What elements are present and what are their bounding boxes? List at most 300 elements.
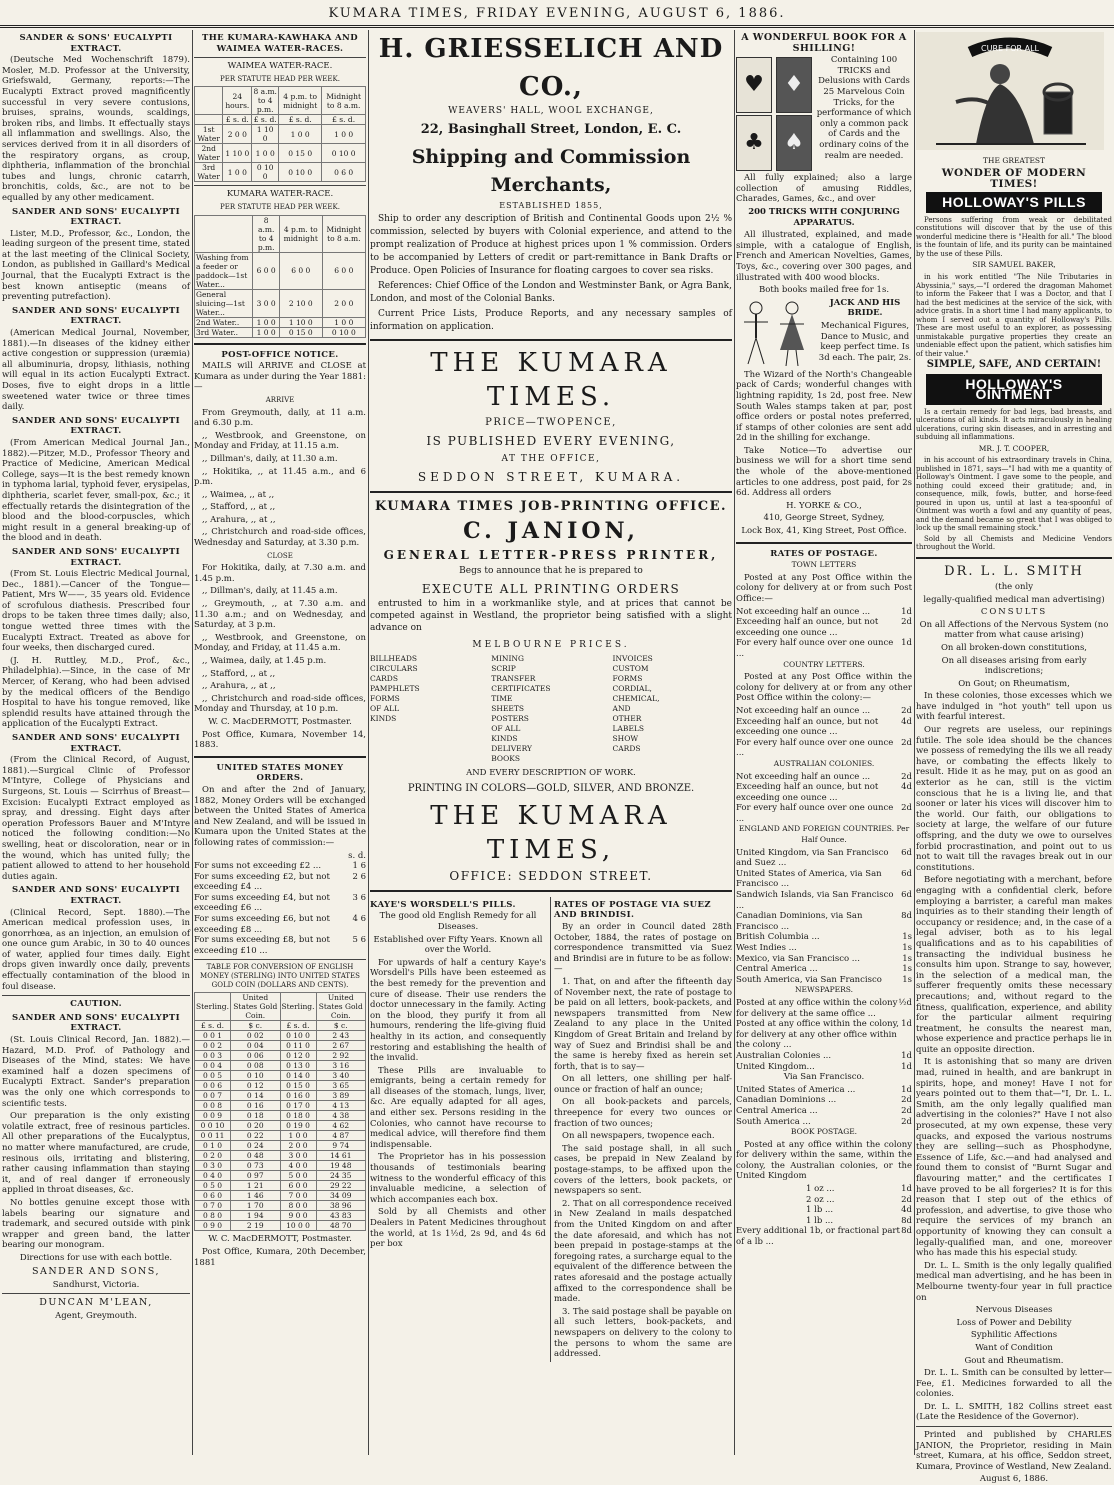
table-row: [195, 327, 366, 337]
table-cell: 1 0 0: [253, 327, 279, 337]
notice-text: On all book-packets and parcels, threepence for every two ounces or fraction of two ounces;: [554, 1097, 732, 1129]
subheading: COUNTRY LETTERS.: [783, 659, 865, 669]
table-cell: 4 13: [316, 1101, 366, 1111]
table-cell: 0 97: [231, 1171, 281, 1181]
rate-value: 1s: [902, 953, 912, 964]
rate-label: For sums exceeding £2, but not exceeding £4 ...: [194, 871, 330, 893]
subheading: TOWN LETTERS: [791, 560, 857, 570]
column-header: 4 p.m. to midnight: [279, 215, 322, 252]
rate-label: Exceeding half an ounce, but not exceeding one ounce ...: [736, 782, 879, 803]
table-row: [195, 1031, 366, 1041]
ad-heading: SANDER AND SONS' EUCALYPTI EXTRACT.: [12, 546, 180, 568]
rate-label: Canadian Dominions ...: [736, 1095, 837, 1106]
column-notices: [194, 30, 366, 1455]
ad-text: Our preparation is the only existing volatile extract, free of resinous particles. All other preparations of the Eucalyptus, no matter where manufactured, are crude, resinous oils, irritating and blistering, rather causing inflammation than staying it, and of real danger if erroneously applied in throat diseases, &c.: [2, 1111, 190, 1196]
printing-list-col: [491, 654, 610, 764]
table-row: [195, 1191, 366, 1201]
ad-text: Persons suffering from weak or debilitated constitutions will discover that by the use of this wonderful medicine there is "Health for all." The blood is the fountain of life, and its purity can be maintained by the use of these Pills.: [916, 215, 1112, 258]
signature-place: Sandhurst, Victoria.: [52, 1279, 140, 1290]
rate-value: 1d: [901, 1184, 912, 1195]
printing-list: [370, 654, 732, 764]
table-cell: 0 04: [231, 1041, 281, 1051]
ad-text: Both books mailed free for 1s.: [758, 285, 890, 296]
rate-value: 8d: [901, 911, 912, 922]
column-header: Midnight to 8 a.m.: [322, 215, 365, 252]
rate-value: 1d: [901, 1084, 912, 1095]
table-cell: 0 17 0: [280, 1101, 316, 1111]
table-cell: 0 14 0: [280, 1071, 316, 1081]
table-cell: 4 0 0: [280, 1161, 316, 1171]
ad-heading: RATES OF POSTAGE VIA SUEZ AND BRINDISI.: [554, 899, 711, 921]
rate-row: [736, 607, 912, 618]
firm-name: H. GRIESSELICH AND CO.,: [378, 34, 724, 102]
table-cell: £ s. d.: [322, 115, 366, 125]
rate-value: 1 6: [352, 861, 366, 872]
table-cell: 2 92: [316, 1051, 366, 1061]
rate-row: [736, 638, 912, 659]
rate-row: [736, 1184, 912, 1195]
ad-heading: SANDER AND SONS' EUCALYPTI EXTRACT.: [12, 1012, 180, 1034]
testimonial-name: MR. J. T. COOPER,: [978, 443, 1050, 453]
printer-name: C. JANION,: [463, 518, 639, 545]
list-item: For Hokitika, daily, at 7.30 a.m. and 1.45 p.m.: [194, 563, 366, 584]
rate-row: [194, 861, 366, 872]
table-cell: 1 10 0: [279, 317, 322, 327]
rate-label: 2 oz ...: [806, 1194, 835, 1205]
table-cell: 3 40: [316, 1071, 366, 1081]
table-cell: 0 0 1: [195, 1031, 231, 1041]
table-row: [195, 163, 366, 182]
column-header: [195, 215, 253, 252]
subheading: CLOSE: [267, 551, 293, 560]
rate-row: [736, 998, 912, 1019]
list-item: INVOICES: [612, 654, 653, 664]
table-cell: 0 0 4: [195, 1061, 231, 1071]
table-cell: 6 0 0: [322, 252, 365, 289]
table-cell: 3 65: [316, 1081, 366, 1091]
ad-text: Dr. L. L. SMITH, 182 Collins street east (Late the Residence of the Governor).: [916, 1401, 1112, 1423]
printer-text: Begs to announce that he is prepared to: [459, 566, 643, 577]
rate-value: 5 6: [352, 935, 366, 946]
book-ad: [736, 55, 912, 173]
table-cell: 0 1 0: [195, 1141, 231, 1151]
table-cell: $ c.: [316, 1021, 366, 1031]
printer-text: entrusted to him in a workmanlike style, and at prices that cannot be competed against in Westland, the proprietor being satisfied with a slight advance on: [370, 599, 732, 634]
table-cell: 2 0 0: [280, 1141, 316, 1151]
column-rule: [914, 30, 915, 1455]
subheading: BOOK POSTAGE.: [790, 1127, 858, 1137]
table-cell: 1 70: [231, 1201, 281, 1211]
table-cell: 4 62: [316, 1121, 366, 1131]
table-cell: 0 5 0: [195, 1181, 231, 1191]
table-cell: 0 15 0: [280, 1081, 316, 1091]
testimonial-text: in his account of his extraordinary travels in China, published in 1871, says—"I had with me a quantity of Holloway's Ointment. I gave some to the people, and nothing could exceed their gratitude; and, in consequence, milk, fowls, butter, and horse-feed poured in upon us, until at last a tea-spoonful of Ointment was worth a fowl and any quantity of peas, and the demand became so great that I was obliged to lock up the small remaining stock.": [916, 456, 1112, 533]
firm-trade: Shipping and Commission Merchants,: [411, 145, 691, 196]
table-cell: 1 94: [231, 1211, 281, 1221]
table-cell: 0 8 0: [195, 1211, 231, 1221]
rate-label: United Kingdom, via San Francisco and Suez ...: [736, 847, 889, 869]
rate-label: For sums exceeding £6, but not exceeding £8 ...: [194, 914, 330, 935]
rate-row: [194, 872, 366, 893]
ad-text: The Wizard of the North's Changeable pack of Cards; wonderful changes with lightning rapidity, 1s 2d, post free. New South Wales stamps taken at par, post office orders or postal notes preferred, if stamps of other colonies are sent add 2d in the shilling for exchange.: [736, 369, 912, 444]
rate-label: British Columbia ...: [736, 932, 820, 943]
list-item: ,, Christchurch and road-side offices, Wednesday and Saturday, at 3.30 p.m.: [194, 527, 366, 549]
notice-text: 3. The said postage shall be payable on all such letters, book-packets, and newspapers on delivery to the colony to the persons to whom the same are addressed.: [554, 1306, 732, 1360]
rates-text: Posted at any Post Office within the colony for delivery at or from such Post Office:—: [736, 572, 912, 604]
rate-label: Canadian Dominions, via San Francisco ...: [736, 911, 863, 932]
table-cell: 0 0 9: [195, 1111, 231, 1121]
book-text: Containing 100 TRICKS and Delusions with Cards 25 Marvelous Coin Tricks, for the performance of which only a common pack of Cards and the ordinary coins of the realm are needed.: [816, 55, 912, 161]
rate-row: [736, 869, 912, 890]
table-cell: 1 46: [231, 1191, 281, 1201]
ad-text: No bottles genuine except those with labels bearing our signature and trademark, and secured outside with pink wrapper and green band, the latter bearing our monogram.: [2, 1197, 190, 1251]
ad-heading: SANDER & SONS' EUCALYPTI EXTRACT.: [19, 33, 173, 54]
table-row: [195, 1131, 366, 1141]
agent-place: Agent, Greymouth.: [55, 1311, 137, 1322]
rate-value: 8d: [901, 1215, 912, 1226]
greatest-text: THE GREATEST: [982, 155, 1046, 165]
column-rule: [734, 30, 735, 1455]
rate-value: 2d: [901, 771, 912, 782]
rate-value: 2d: [901, 737, 912, 748]
rate-value: 1s: [902, 943, 912, 953]
rate-label: Posted at any office within the colony, for delivery at any other office within the colony ...: [736, 1019, 900, 1051]
table-cell: 0 0 6: [195, 1081, 231, 1091]
column-header: 24 hours.: [223, 87, 252, 115]
ad-text: For upwards of half a century Kaye's Worsdell's Pills have been esteemed as the best remedy for the prevention and cure of disease. Their use renders the doctor unnecessary in the family. Acting on the blood, they purify it from all humours, rendering the life-giving fluid healthy in its action, and consequently restoring and establishing the health of the invalid.: [370, 957, 546, 1064]
rates-text: Posted at any Post Office within the colony for delivery at or from any other Post Office within the colony:—: [736, 672, 912, 704]
subheading: ENGLAND AND FOREIGN COUNTRIES. Per Half Ounce.: [738, 824, 910, 845]
rate-value: 1d: [901, 1050, 912, 1061]
table-cell: 0 10 0: [322, 144, 366, 163]
table-row: [195, 1201, 366, 1211]
list-item: CIRCULARS: [370, 664, 418, 674]
rate-label: Exceeding half an ounce, but not exceeding one ounce ...: [736, 716, 879, 738]
table-cell: 1 0 0: [223, 163, 252, 182]
table-row: [195, 1101, 366, 1111]
ad-heading: SANDER AND SONS' EUCALYPTI EXTRACT.: [12, 415, 180, 437]
rate-row: [736, 1062, 912, 1073]
rate-value: 1d: [901, 1061, 912, 1072]
table-subtitle: PER STATUTE HEAD PER WEEK.: [220, 202, 340, 211]
signature: SANDER AND SONS,: [31, 1265, 160, 1277]
table-cell: 1 0 0: [253, 317, 279, 327]
table-cell: 0 15 0: [279, 327, 322, 337]
advertiser-address: Lock Box, 41, King Street, Post Office.: [741, 526, 907, 537]
rate-label: United States of America ...: [736, 1084, 856, 1095]
rate-value: 2d: [901, 617, 912, 628]
column-header: Midnight to 8 a.m.: [322, 87, 366, 115]
table-cell: 0 22: [231, 1131, 281, 1141]
rate-value: 1d: [901, 638, 912, 649]
table-cell: 0 19 0: [280, 1121, 316, 1131]
rate-value: 3 6: [352, 892, 366, 903]
rate-label: 1 oz ...: [806, 1184, 835, 1195]
table-cell: 0 10 0: [252, 163, 279, 182]
table-cell: 0 7 0: [195, 1201, 231, 1211]
table-units-row: [195, 115, 366, 125]
table-cell: 0 0 11: [195, 1131, 231, 1141]
table-cell: 0 18: [231, 1111, 281, 1121]
rate-row: [736, 1095, 912, 1106]
column-header: [195, 87, 223, 115]
rate-label: United States of America, via San Francisco ...: [736, 868, 882, 890]
holloway-pills-banner: HOLLOWAY'S PILLS: [926, 192, 1102, 213]
rate-value: 2d: [901, 1095, 912, 1106]
units-label: s. d.: [348, 850, 366, 861]
units-row: [194, 851, 366, 862]
ad-text: Dr. L. L. Smith is the only legally qualified medical man advertising, and he has been in Melbourne twenty-four year in full practice on: [916, 1260, 1112, 1303]
waimea-rates-table: [194, 86, 366, 182]
jack-heading: JACK AND HIS BRIDE.: [829, 297, 901, 319]
table-cell: 0 24: [231, 1141, 281, 1151]
table-cell: 5 0 0: [280, 1171, 316, 1181]
table-cell: 0 10: [231, 1071, 281, 1081]
printer-trade: GENERAL LETTER-PRESS PRINTER,: [383, 548, 719, 563]
rate-row: [736, 1085, 912, 1096]
smith-subheading: (the only: [994, 581, 1034, 592]
rate-row: [736, 717, 912, 738]
table-cell: 9 74: [316, 1141, 366, 1151]
rate-label: For every half ounce over one ounce ...: [736, 638, 894, 659]
table-cell: 2 10 0: [279, 289, 322, 317]
ad-text: It is astonishing that so many are driven mad, ruined in health, and are bankrupt in spirits, hope, and money! Have I not for years pointed out to them that—"I, Dr. L. L. Smith, am the only legally qualified man advertising in the colonies?" Have I not also prosecuted, at my own expense, these very quacks, and exposed the various nostrums they are selling—such as Phosphodyne, Essence of Life, &c.—and had analysed and found them to consist of "Burnt Sugar and flavouring matter," and the certificates I have proved to be all forgeries? It is for this reason that I step out of the ethics of profession, and advertise, to give those who require the services of my branch an opportunity of knowing they can consult a legally-qualified man, and one, moreover who has made this his especial study.: [916, 1057, 1112, 1259]
table-row: [195, 1141, 366, 1151]
smith-subheading: legally-qualified medical man advertising): [923, 594, 1105, 605]
ad-text: Is a certain remedy for bad legs, bad breasts, and ulcerations of all kinds. It acts miraculously in healing ulcerations, curing skin diseases, and in arresting and subduing all inflammations.: [916, 407, 1112, 442]
close-list: [194, 563, 366, 715]
rate-row: [736, 706, 912, 717]
notice-text: 2. That on all correspondence received in New Zealand in mails despatched from the United Kingdom on and after the date aforesaid, and which has not been prepaid in postage-stamps at the foregoing rates, a surcharge equal to the equivalent of the difference between the rates aforesaid and the postage actually affixed to the correspondence shall be made.: [554, 1198, 732, 1305]
rate-label: Central America ...: [736, 964, 818, 975]
ad-text: (From St. Louis Electric Medical Journal, Dec., 1881).—Cancer of the Tongue—Patient, Mrs W——, 35 years old. Evidence of scrofulous diathesis. Prescribed four drops to be taken three times daily; also, tongue wetted three times with the Eucalypti Extract. Treated as above for four weeks, then discharged cured.: [2, 569, 190, 654]
table-row: [195, 144, 366, 163]
table-cell: 2nd Water..: [195, 317, 253, 327]
list-item: BILLHEADS: [370, 654, 418, 664]
table-row: [195, 1111, 366, 1121]
table-cell: £ s. d.: [279, 115, 322, 125]
rate-row: [736, 964, 912, 975]
rate-value: 4d: [901, 782, 912, 793]
holloway-ointment-banner: HOLLOWAY'S OINTMENT: [926, 374, 1102, 405]
paper-title: THE KUMARA TIMES.: [430, 348, 672, 413]
printing-list-col: [370, 654, 489, 764]
rate-value: ½d: [898, 997, 912, 1008]
table-row: [195, 1061, 366, 1071]
rate-row: [736, 1216, 912, 1227]
rate-row: [736, 911, 912, 932]
table-cell: 48 70: [316, 1221, 366, 1231]
table-cell: 0 6 0: [322, 163, 366, 182]
table-cell: 6 0 0: [279, 252, 322, 289]
card-illustration: [736, 55, 812, 173]
ad-text: (From American Medical Journal Jan., 1882).—Pitzer, M.D., Professor Theory and Practice of Medicine, American Medical College, says—It is the best remedy known in typhoma larial, typhoid fever, erysipelas, diphtheria, scarlet fever, small-pox, &c.; it effectually retards the disintegration of the blood and the blood-corpuscles, which might result in a general breaking-up of the blood and in death.: [2, 437, 190, 544]
table-row: [195, 252, 366, 289]
table-cell: General sluicing—1st Water...: [195, 289, 253, 317]
rate-row: [194, 935, 366, 956]
list-item: ,, Hokitika, ,, at 11.45 a.m., and 6 p.m.: [194, 466, 366, 488]
diamond-card-icon: ♦: [776, 57, 812, 113]
list-item: ,, Westbrook, and Greenstone, on Monday and Friday, at 11.15 a.m.: [194, 430, 366, 452]
consult-item: On all Affections of the Nervous System (no matter from what cause arising): [919, 619, 1109, 641]
table-cell: 0 13 0: [280, 1061, 316, 1071]
rate-row: [736, 848, 912, 869]
ad-text: Sold by all Chemists and other Dealers in Patent Medicines throughout the world, at 1s 1½d, 2s 9d, and 4s 6d per box: [370, 1207, 546, 1250]
ad-heading: SANDER AND SONS' EUCALYPTI EXTRACT.: [12, 885, 180, 906]
table-title: KUMARA WATER-RACE.: [226, 189, 334, 200]
table-row: [195, 1151, 366, 1161]
column-header: Sterling.: [195, 993, 231, 1021]
ad-heading: A WONDERFUL BOOK FOR A SHILLING!: [741, 32, 907, 54]
list-item: DELIVERY BOOKS: [491, 744, 532, 764]
table-cell: 2 67: [316, 1041, 366, 1051]
table-cell: 1 0 0: [252, 144, 279, 163]
rate-value: 1d: [901, 1019, 912, 1030]
rate-row: [736, 782, 912, 803]
paper-title-2: THE KUMARA TIMES,: [430, 800, 672, 865]
printer-execute: EXECUTE ALL PRINTING ORDERS: [421, 582, 681, 597]
rate-value: 8d: [901, 1226, 912, 1237]
firm-street: 22, Basinghall Street, London, E. C.: [420, 121, 682, 137]
section-heading: THE KUMARA-KAWHAKA AND WAIMEA WATER-RACES.: [201, 33, 358, 54]
smith-heading: DR. L. L. SMITH: [944, 563, 1084, 579]
table-cell: £ s. d.: [223, 115, 252, 125]
ad-text: Established over Fifty Years. Known all over the World.: [373, 934, 543, 956]
table-cell: 0 0 10: [195, 1121, 231, 1131]
rate-row: [736, 1205, 912, 1216]
table-cell: 24 35: [316, 1171, 366, 1181]
paper-at: AT THE OFFICE,: [501, 454, 601, 465]
kaye-pills-ad: [370, 897, 551, 1362]
table-cell: 1st Water: [195, 125, 223, 144]
table-cell: 0 10 0: [322, 327, 365, 337]
table-cell: £ s. d.: [253, 115, 277, 125]
rate-row: [736, 954, 912, 965]
notice-text: On all newspapers, twopence each.: [562, 1131, 715, 1142]
paper-office: SEDDON STREET, KUMARA.: [417, 470, 685, 485]
bottom-ads: [370, 897, 732, 1362]
rate-row: [736, 772, 912, 783]
paper-office-2: OFFICE: SEDDON STREET.: [449, 868, 653, 883]
list-item: POSTERS OF ALL KINDS: [491, 714, 529, 744]
table-cell: 0 08: [231, 1061, 281, 1071]
table-cell: 0 16 0: [280, 1091, 316, 1101]
rate-value: 2d: [901, 1194, 912, 1205]
table-row: [195, 289, 366, 317]
table-cell: 29 22: [316, 1181, 366, 1191]
ad-text: (Clinical Record, Sept. 1880).—The American medical profession uses, in gonorrhœa, as an injection, an emulsion of one ounce gum Arabic, in 30 to 40 ounces of water, applied four times daily. Eight drops given inwardly once daily, prevents effectually contamination of the blood in foul disease.: [2, 907, 190, 992]
table-cell: 0 6 0: [195, 1191, 231, 1201]
notice-text: On all letters, one shilling per half-ounce or fraction of half an ounce;: [554, 1074, 732, 1095]
rate-row: [736, 1117, 912, 1128]
firm-text: References: Chief Office of the London and Westminster Bank, or Agra Bank, London, and most of the Colonial Banks.: [370, 281, 732, 305]
table-cell: 34 09: [316, 1191, 366, 1201]
column-rule: [192, 30, 193, 1455]
rate-value: 2d: [901, 1116, 912, 1127]
melbourne-prices: MELBOURNE PRICES.: [472, 640, 630, 651]
ad-text: (J. H. Ruttley, M.D., Prof., &c., Philadelphia).—Since, in the case of Mr Mercer, of Kerang, who had been advised by the medical officers of the Bendigo Hospital to have his tongue removed, like splendid results have attained through the application of the Eucalypti Extract.: [2, 655, 190, 730]
table-cell: 3 16: [316, 1061, 366, 1071]
rate-row: [736, 617, 912, 638]
table-cell: 0 06: [231, 1051, 281, 1061]
list-item: ,, Waimea, daily, at 1.45 p.m.: [202, 656, 327, 666]
rate-row: [736, 1226, 912, 1247]
column-header: 4 p.m. to midnight: [279, 87, 322, 115]
caution-heading: CAUTION.: [70, 999, 122, 1010]
list-item: TIME SHEETS: [491, 694, 525, 714]
table-row: [195, 1051, 366, 1061]
jack-ad: [736, 298, 912, 370]
consults-heading: CONSULTS: [980, 607, 1048, 618]
list-item: SHOW CARDS: [612, 734, 641, 754]
suez-postage-notice: [554, 897, 732, 1362]
ad-text: Our regrets are useless, our repinings futile. The sole idea should be the chances we possess of remedying the ills we all ready have, or combating the effects likely to result. Hide it as he may, put on as good an exterior as he can, still is the victim conscious that he is a living lie, and that sooner or later his vices will discover him to the world. Our faith, our obligations to society at large, the welfare of our future offspring, and the duty we owe to ourselves forbid procrastination, and point out to us not to wait till the ravages break out in our constitutions.: [916, 725, 1112, 873]
ad-text: 200 TRICKS WITH CONJURING APPARATUS.: [748, 206, 900, 228]
signature-place: Post Office, Kumara, 20th December, 1881: [194, 1247, 366, 1268]
list-item: CUSTOM FORMS: [612, 664, 649, 684]
column-header: United States Gold Coin.: [316, 993, 366, 1021]
table-row: [195, 1091, 366, 1101]
list-item: From Greymouth, daily, at 11 a.m. and 6.30 p.m.: [194, 407, 366, 429]
rate-label: United Kingdom...: [736, 1061, 815, 1072]
column-header: United States Gold Coin.: [231, 993, 281, 1021]
ad-text: Before negotiating with a merchant, before engaging with a confidential clerk, before employing a barrister, a careful man makes inquiries as to their standing their length of occupancy or residence; and, in the case of a legal adviser, both as to his legal qualifications and as to his capabilities of transacting the individual business he consults him upon. Strange to say, however, in the selection of a medical man, the sufferer frequently omits these necessary precautions; and, without regard to the fitness, qualification, experience, and ability for the particular ailment requiring treatment, he consults the nearest man, whose experience and practice perhaps lie in quite an opposite direction.: [916, 875, 1112, 1055]
table-cell: £ s. d.: [280, 1021, 316, 1031]
list-item: ,, Stafford, ,, at ,,: [202, 668, 276, 679]
rate-value: 1s: [902, 974, 912, 985]
table-cell: 0 02: [231, 1031, 281, 1041]
list-item: AND OTHER LABELS: [612, 704, 645, 734]
rate-label: Not exceeding half an ounce ...: [736, 771, 871, 782]
imprint-text: Printed and published by CHARLES JANION, the Proprietor, residing in Main street, Kumara, at his office, Seddon street, Kumara, Province of Westland, New Zealand.: [916, 1430, 1112, 1472]
paper-published: IS PUBLISHED EVERY EVENING,: [426, 434, 676, 449]
arrive-list: [194, 408, 366, 549]
firm-address: WEAVERS' HALL, WOOL EXCHANGE,: [448, 106, 654, 116]
table-row: [195, 1221, 366, 1231]
notice-text: MAILS will ARRIVE and CLOSE at Kumara as under during the Year 1881:—: [194, 361, 366, 393]
table-header-row: [195, 215, 366, 252]
list-item: Nervous Diseases: [975, 1305, 1053, 1316]
table-cell: 0 0 3: [195, 1051, 231, 1061]
signature: W. C. MacDERMOTT, Postmaster.: [208, 716, 352, 727]
rate-value: 2d: [901, 1105, 912, 1116]
table-cell: 10 0 0: [280, 1221, 316, 1231]
firm-text: Current Price Lists, Produce Reports, and any necessary samples of information on application.: [370, 309, 732, 333]
column-tricks-postage: [736, 30, 912, 1455]
notice-text: The said postage shall, in all such cases, be prepaid in New Zealand by postage-stamps, to be affixed upon the covers of the letters, book packets, or newspapers so sent.: [554, 1143, 732, 1197]
ad-text: Directions for use with each bottle.: [19, 1252, 173, 1263]
list-item: Loss of Power and Debility: [956, 1317, 1072, 1328]
table-cell: 3rd Water..: [195, 327, 253, 337]
ad-text: In these colonies, those excesses which we have indulged in "hot youth" tell upon us with fearful interest.: [916, 691, 1112, 723]
table-cell: 0 0 8: [195, 1101, 231, 1111]
table-cell: 0 0 7: [195, 1091, 231, 1101]
table-cell: Washing from a feeder or paddock—1st Water...: [195, 252, 253, 289]
table-cell: 0 12 0: [280, 1051, 316, 1061]
rate-value: 4d: [901, 716, 912, 727]
table-cell: 8 0 0: [280, 1201, 316, 1211]
masthead: KUMARA TIMES, FRIDAY EVENING, AUGUST 6, 1886.: [0, 0, 1114, 28]
table-cell: 0 4 0: [195, 1171, 231, 1181]
established: ESTABLISHED 1855,: [499, 200, 603, 210]
table-row: [195, 1181, 366, 1191]
table-cell: 6 0 0: [253, 252, 279, 289]
rate-label: Not exceeding half an ounce ...: [736, 705, 871, 716]
column-rule: [368, 30, 369, 1455]
table-cell: 3 0 0: [253, 289, 279, 317]
table-cell: £ s. d.: [195, 1021, 231, 1031]
jobprint-title: KUMARA TIMES JOB-PRINTING OFFICE.: [374, 499, 728, 515]
